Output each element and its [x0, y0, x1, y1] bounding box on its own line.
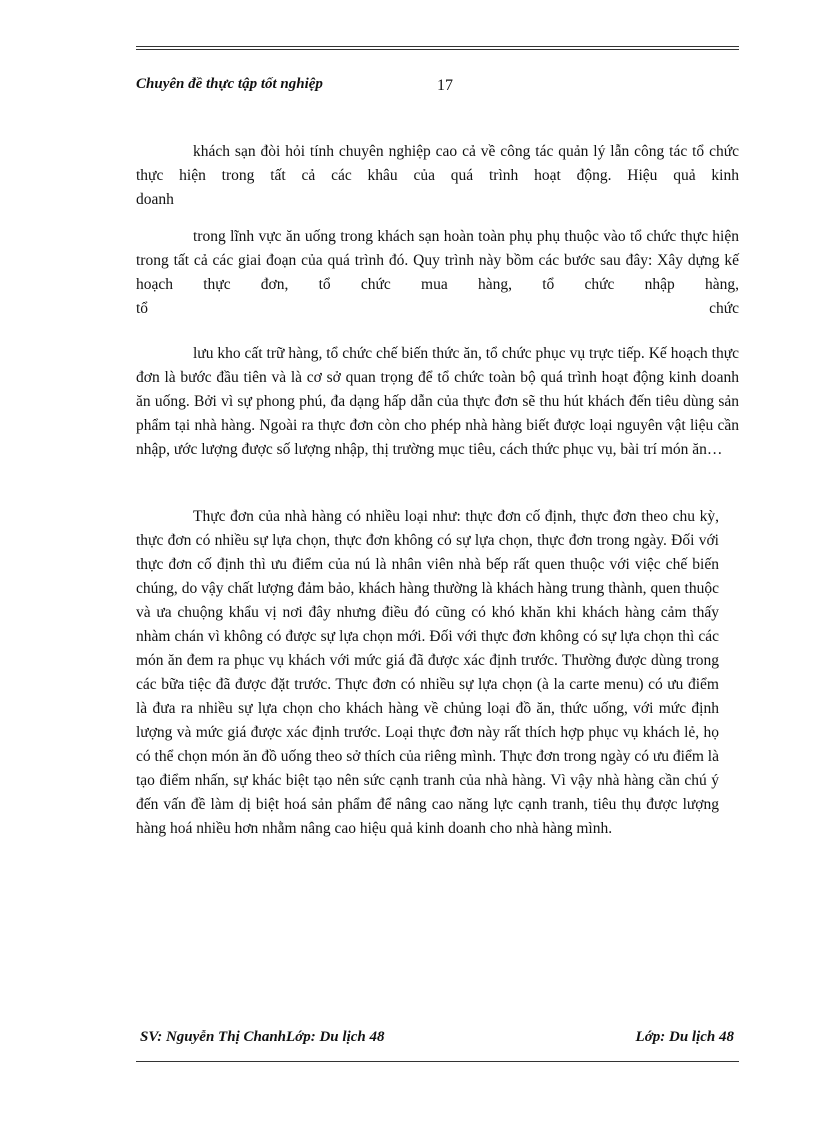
- paragraph-1: [136, 140, 739, 212]
- header-rule: [136, 46, 739, 50]
- paragraph-2: [136, 225, 739, 321]
- footer-student: SV: Nguyễn Thị ChanhLớp: Du lịch 48: [140, 1029, 385, 1045]
- paragraph-2-tail-line: [136, 297, 739, 321]
- footer-class: Lớp: Du lịch 48: [635, 1029, 734, 1045]
- paragraph-2-text: trong lĩnh vực ăn uống trong khách sạn hoàn toàn phụ phụ thuộc vào tổ chức thực hiện trong tất cả các giai đoạn của quá trình đó. Quy trình này bồm các bước sau đây: Xây dựng kế hoạch thực đơn, tổ chức mua hàng, tổ chức nhập hàng,: [136, 228, 739, 293]
- paragraph-1-text: khách sạn đòi hỏi tính chuyên nghiệp cao cả về công tác quản lý lẫn công tác tổ chức thực hiện trong tất cả các khâu của quá trình hoạt động. Hiệu quả kinh: [136, 143, 739, 184]
- paragraph-2-tail-left: tổ: [136, 300, 149, 317]
- header-title: Chuyên đề thực tập tốt nghiệp: [136, 76, 323, 92]
- paragraph-3-text: lưu kho cất trữ hàng, tổ chức chế biến thức ăn, tổ chức phục vụ trực tiếp. Kế hoạch thực đơn là bước đầu tiên và là cơ sở quan trọng để tổ chức toàn bộ quá trình hoạt động kinh doanh ăn uống. Bởi vì sự phong phú, đa dạng hấp dẫn của thực đơn sẽ thu hút khách đến tiêu dùng sản phẩm tại nhà hàng. Ngoài ra thực đơn còn cho phép nhà hàng biết được loại nguyên vật liệu cần nhập, ước lượng được số lượng nhập, thị trường mục tiêu, cách thức phục vụ, bài trí món ăn…: [136, 345, 739, 458]
- paragraph-1-tail: doanh: [136, 191, 174, 208]
- footer-rule: [136, 1061, 739, 1062]
- paragraph-3: [136, 342, 739, 462]
- paragraph-4: [136, 505, 719, 841]
- paragraph-4-text: Thực đơn của nhà hàng có nhiều loại như: thực đơn cố định, thực đơn theo chu kỳ, thực đơn có nhiều sự lựa chọn, thực đơn không có sự lựa chọn, thực đơn trong ngày. Đối với thực đơn cố định thì ưu điểm của nú là nhân viên nhà bếp rất quen thuộc với việc chế biến chúng, do vậy chất lượng đảm bảo, khách hàng thường là khách hàng trung thành, quen thuộc và ưa chuộng khẩu vị nơi đây nhưng điều đó cũng có khó khăn khi khách hàng cảm thấy nhàm chán vì không có được sự lựa chọn mới. Đối với thực đơn không có sự lựa chọn thì các món ăn đem ra phục vụ khách với mức giá đã được xác định trước. Thường được dùng trong các bữa tiệc đã được đặt trước. Thực đơn có nhiều sự lựa chọn (à la carte menu) có ưu điểm là đưa ra nhiều sự lựa chọn cho khách hàng về chủng loại đồ ăn, thức uống, với mức định lượng và mức giá được xác định trước. Loại thực đơn này rất thích hợp phục vụ khách lẻ, họ có thể chọn món ăn đồ uống theo sở thích của riêng mình. Thực đơn trong ngày có ưu điểm là tạo điểm nhấn, sự khác biệt tạo nên sức cạnh tranh của nhà hàng. Vì vậy nhà hàng cần chú ý đến vấn đề làm dị biệt hoá sản phẩm để nâng cao năng lực cạnh tranh, tiêu thụ được lượng hàng hoá nhiều hơn nhằm nâng cao hiệu quả kinh doanh cho nhà hàng mình.: [136, 508, 719, 837]
- paragraph-2-tail-right: chức: [709, 300, 739, 317]
- page-number: 17: [437, 77, 453, 94]
